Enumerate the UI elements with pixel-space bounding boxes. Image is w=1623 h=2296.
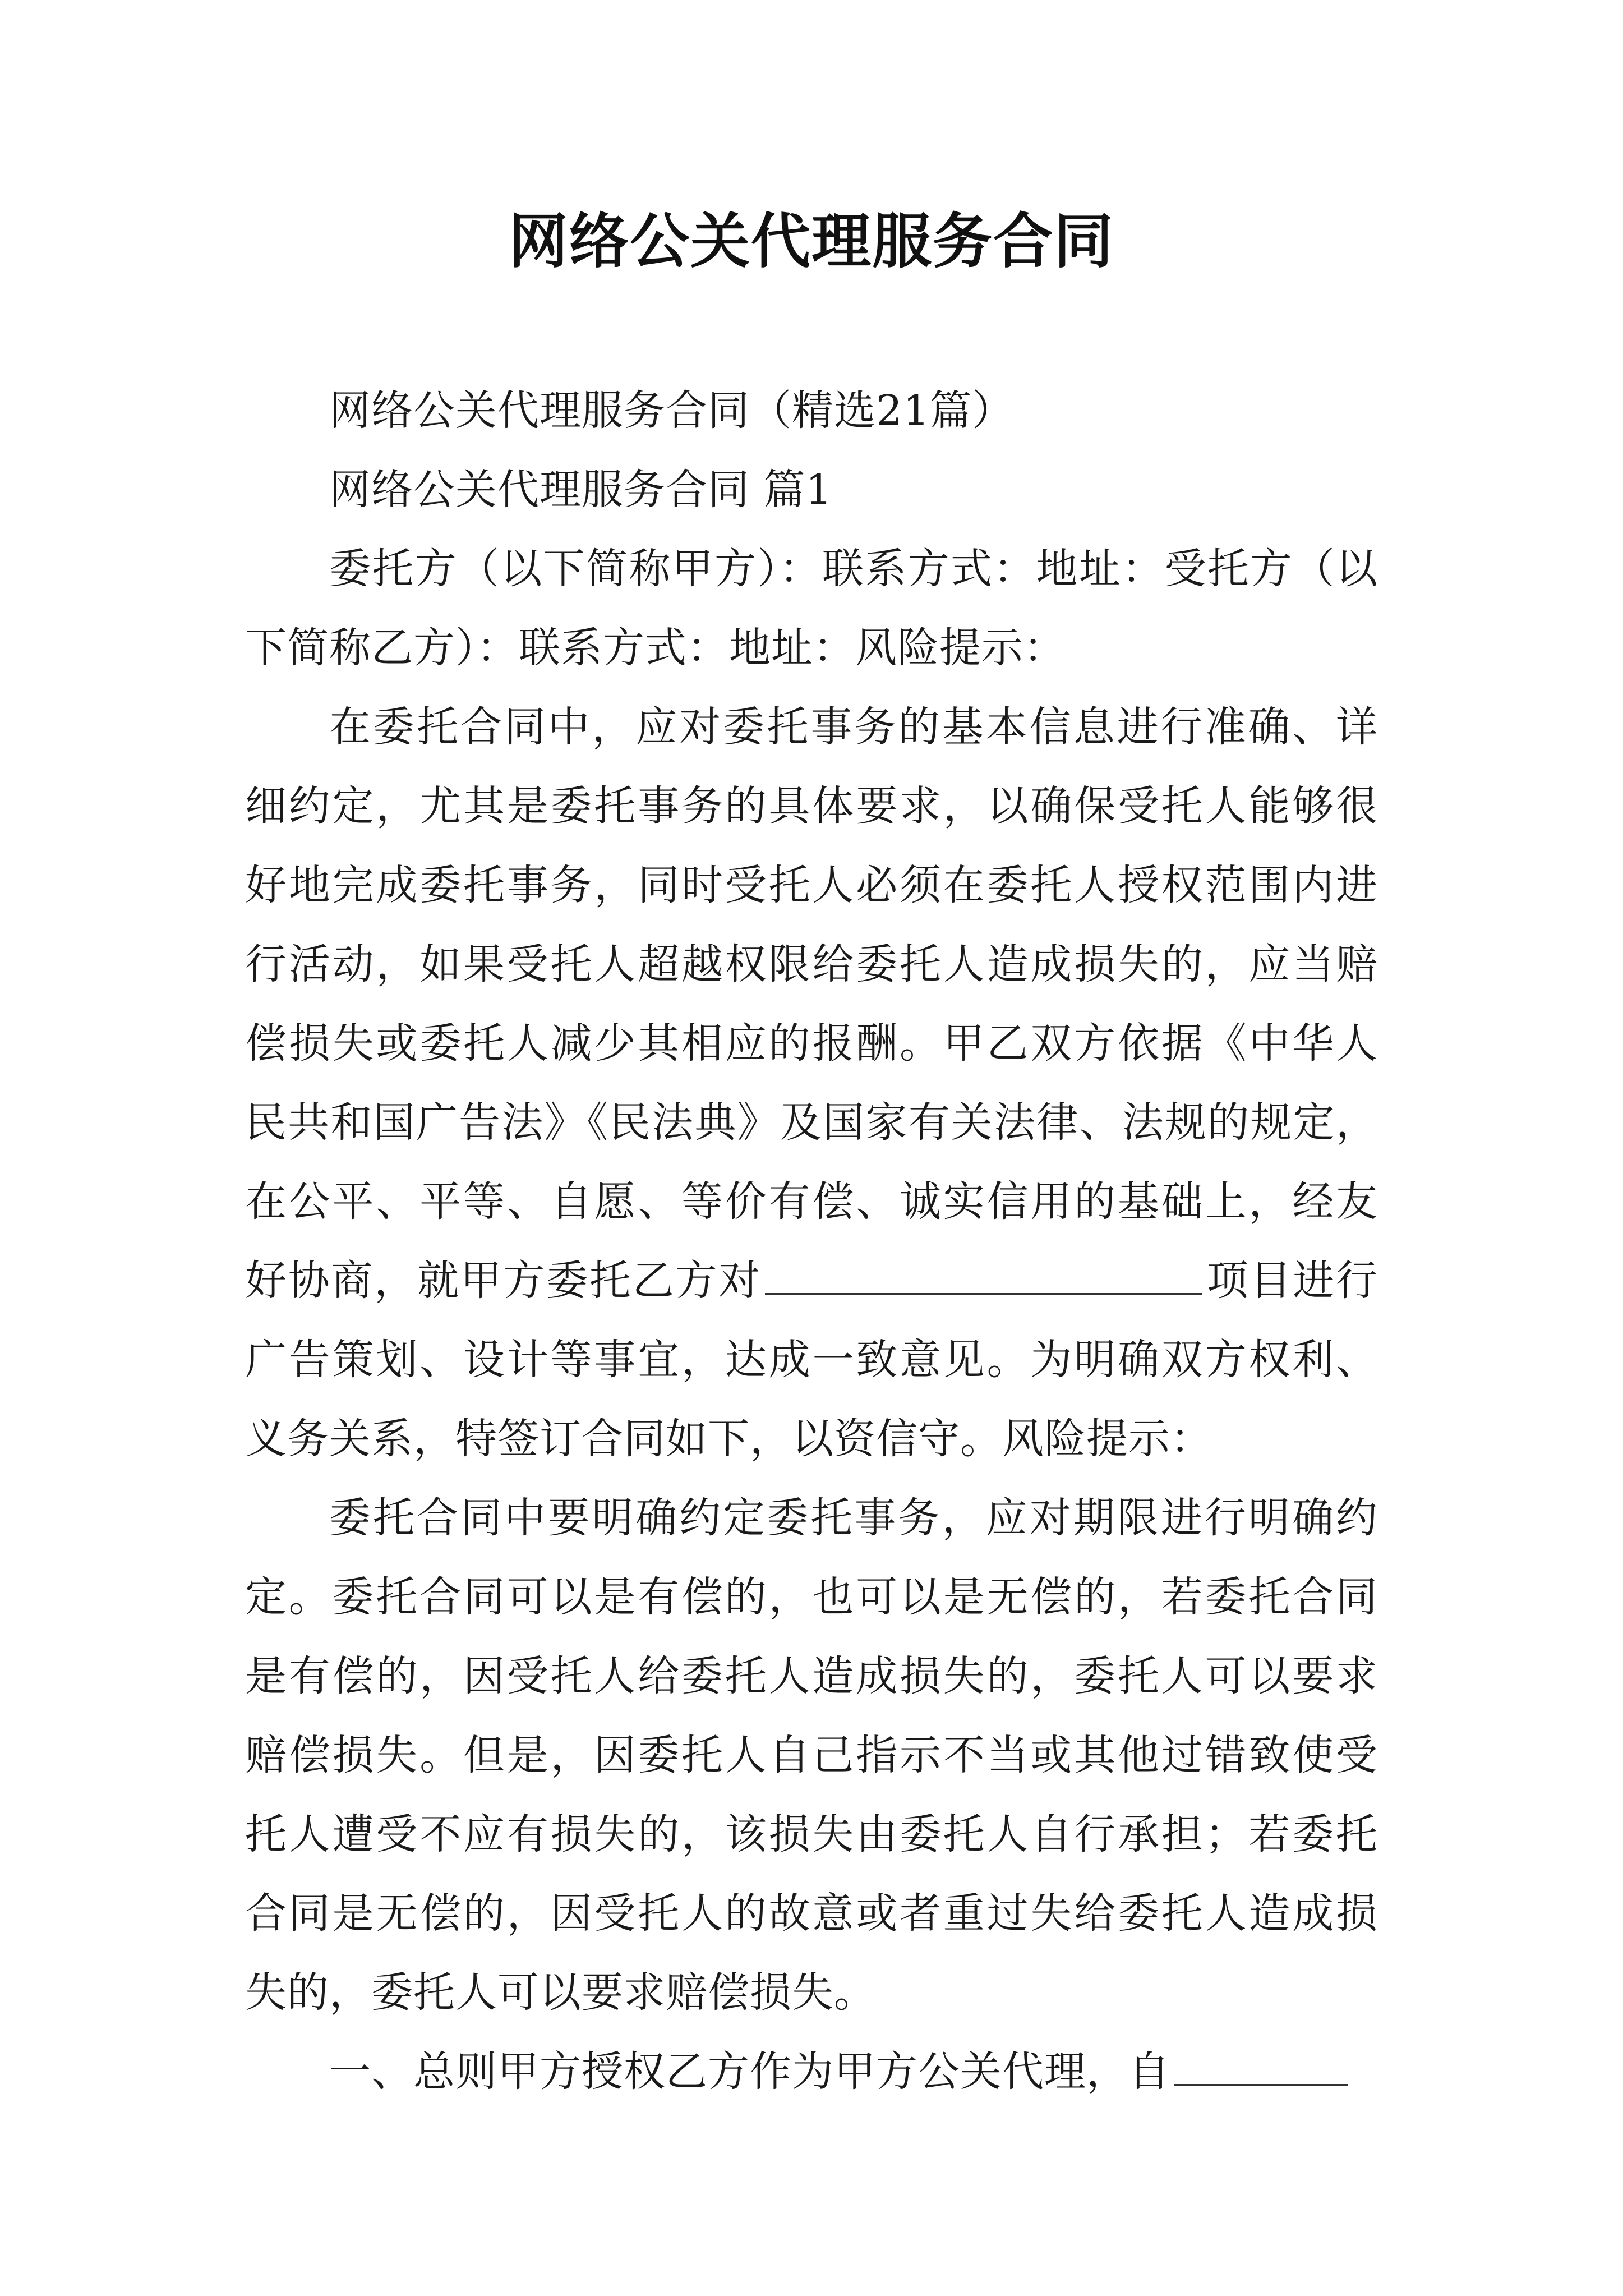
section-heading: 网络公关代理服务合同 篇1 [329, 466, 833, 514]
intro-paragraph [245, 688, 1378, 1479]
subtitle-line: 网络公关代理服务合同（精选21篇） [329, 386, 1015, 435]
intro-text-after-blank: 项目进行广告策划、设计等事宜，达成一致意见。为明确双方权利、义务关系，特签订合同如下，以资信守。风险提示： [245, 1257, 1378, 1463]
start-date-blank [1174, 2045, 1348, 2086]
parties-paragraph: 委托方（以下简称甲方）：联系方式：地址：受托方（以下简称乙方）：联系方式：地址：风险提示： [245, 545, 1378, 672]
document-body [245, 371, 1378, 2111]
general-provisions-paragraph [245, 2032, 1378, 2111]
risk-paragraph: 委托合同中要明确约定委托事务，应对期限进行明确约定。委托合同可以是有偿的，也可以是无偿的，若委托合同是有偿的，因受托人给委托人造成损失的，委托人可以要求赔偿损失。但是，因委托人自己指示不当或其他过错致使受托人遭受不应有损失的，该损失由委托人自行承担；若委托合同是无偿的，因受托人的故意或者重过失给委托人造成损失的，委托人可以要求赔偿损失。 [245, 1494, 1378, 2017]
general-provisions-text: 一、总则甲方授权乙方作为甲方公关代理，自 [329, 2047, 1170, 2096]
document-title: 网络公关代理服务合同 [509, 206, 1114, 276]
project-name-blank [765, 1254, 1202, 1295]
intro-text-before-blank: 在委托合同中，应对委托事务的基本信息进行准确、详细约定，尤其是委托事务的具体要求，以确保受托人能够很好地完成委托事务，同时受托人必须在委托人授权范围内进行活动，如果受托人超越权限给委托人造成损失的，应当赔偿损失或委托人减少其相应的报酬。甲乙双方依据《中华人民共和国广告法》《民法典》及国家有关法律、法规的规定，在公平、平等、自愿、等价有偿、诚实信用的基础上，经友好协商，就甲方委托乙方对 [245, 703, 1378, 1305]
